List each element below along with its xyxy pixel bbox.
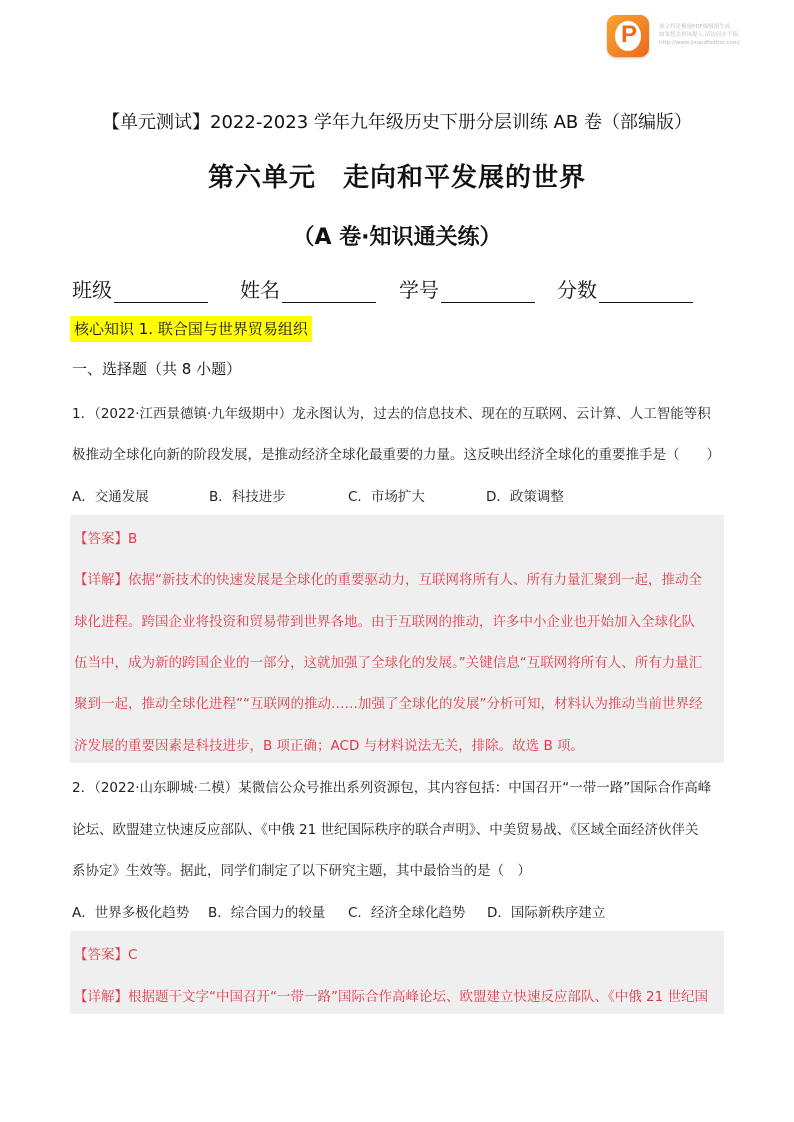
document-header: 【单元测试】2022-2023 学年九年级历史下册分层训练 AB 卷（部编版） xyxy=(102,112,692,133)
field-label: 学号 xyxy=(399,278,439,302)
option-c[interactable]: C．市场扩大 xyxy=(348,489,425,505)
option-b[interactable]: B．科技进步 xyxy=(209,489,286,505)
option-d[interactable]: D．政策调整 xyxy=(486,489,564,505)
field-label: 班级 xyxy=(72,278,112,302)
student-info-fields xyxy=(72,274,722,302)
question-1-line: 1．（2022·江西景德镇·九年级期中）龙永图认为，过去的信息技术、现在的互联网、云计算、人工智能等积 xyxy=(72,406,711,422)
name-field[interactable] xyxy=(240,274,376,303)
option-b[interactable]: B．综合国力的较量 xyxy=(208,905,326,921)
section-heading: 一、选择题（共 8 小题） xyxy=(72,360,242,378)
student-id-field[interactable] xyxy=(399,274,535,303)
score-field[interactable] xyxy=(557,274,693,303)
watermark-line: 如果想去掉该提示,请访问并下载: xyxy=(659,32,740,38)
question-1-line: 极推动全球化向新的阶段发展，是推动经济全球化最重要的力量。这反映出经济全球化的重要推手是（ ） xyxy=(72,447,720,463)
detail-line: 【详解】根据题干文字“中国召开“一带一路”国际合作高峰论坛、欧盟建立快速反应部队、《中俄 21 世纪国 xyxy=(74,989,708,1005)
watermark-line: http://www.jisupdfeditor.com/ xyxy=(659,40,740,46)
detail-line: 球化进程。跨国企业将投资和贸易带到世界各地。由于互联网的推动，许多中小企业也开始加入全球化队 xyxy=(74,614,695,630)
question-2-line: 论坛、欧盟建立快速反应部队、《中俄 21 世纪国际秩序的联合声明》、中美贸易战、《区域全面经济伙伴关 xyxy=(72,822,699,838)
blank-line[interactable] xyxy=(282,282,376,303)
class-field[interactable] xyxy=(72,274,208,303)
answer-box xyxy=(70,515,724,763)
watermark-line: 该文档是极速PDF编辑器生成, xyxy=(659,24,732,30)
detail-line: 伍当中，成为新的跨国企业的一部分，这就加强了全球化的发展。”关键信息“互联网将所有人、所有力量汇 xyxy=(74,655,703,671)
page-title: 第六单元 走向和平发展的世界 xyxy=(207,163,586,193)
detail-line: 聚到一起，推动全球化进程”“互联网的推动……加强了全球化的发展”分析可知，材料认为推动当前世界经 xyxy=(74,696,703,712)
question-2-line: 2．（2022·山东聊城·二模）某微信公众号推出系列资源包，其内容包括：中国召开“一带一路”国际合作高峰 xyxy=(72,780,712,796)
question-2-options xyxy=(72,901,724,921)
field-label: 姓名 xyxy=(240,278,280,302)
option-a[interactable]: A．交通发展 xyxy=(72,489,149,505)
detail-line: 济发展的重要因素是科技进步，B 项正确；ACD 与材料说法无关，排除。故选 B 项。 xyxy=(74,738,585,754)
watermark-note xyxy=(659,23,740,47)
blank-line[interactable] xyxy=(441,282,535,303)
blank-line[interactable] xyxy=(114,282,208,303)
answer-label: 【答案】B xyxy=(74,531,138,547)
option-d[interactable]: D．国际新秩序建立 xyxy=(487,905,606,921)
logo-letter: P xyxy=(621,21,638,48)
field-label: 分数 xyxy=(557,278,597,302)
question-2-line: 系协定》生效等。据此，同学们制定了以下研究主题，其中最恰当的是（ ） xyxy=(72,863,531,879)
answer-box xyxy=(70,931,724,1014)
option-c[interactable]: C．经济全球化趋势 xyxy=(348,905,466,921)
answer-label: 【答案】C xyxy=(74,947,138,963)
pdf-editor-logo xyxy=(607,15,649,57)
blank-line[interactable] xyxy=(599,282,693,303)
page-subtitle: （A 卷·知识通关练） xyxy=(292,225,502,250)
knowledge-tag: 核心知识 1. 联合国与世界贸易组织 xyxy=(70,316,312,342)
question-1-options xyxy=(72,485,724,505)
detail-line: 【详解】依据“新技术的快速发展是全球化的重要驱动力，互联网将所有人、所有力量汇聚到一起，推动全 xyxy=(74,572,702,588)
option-a[interactable]: A．世界多极化趋势 xyxy=(72,905,190,921)
